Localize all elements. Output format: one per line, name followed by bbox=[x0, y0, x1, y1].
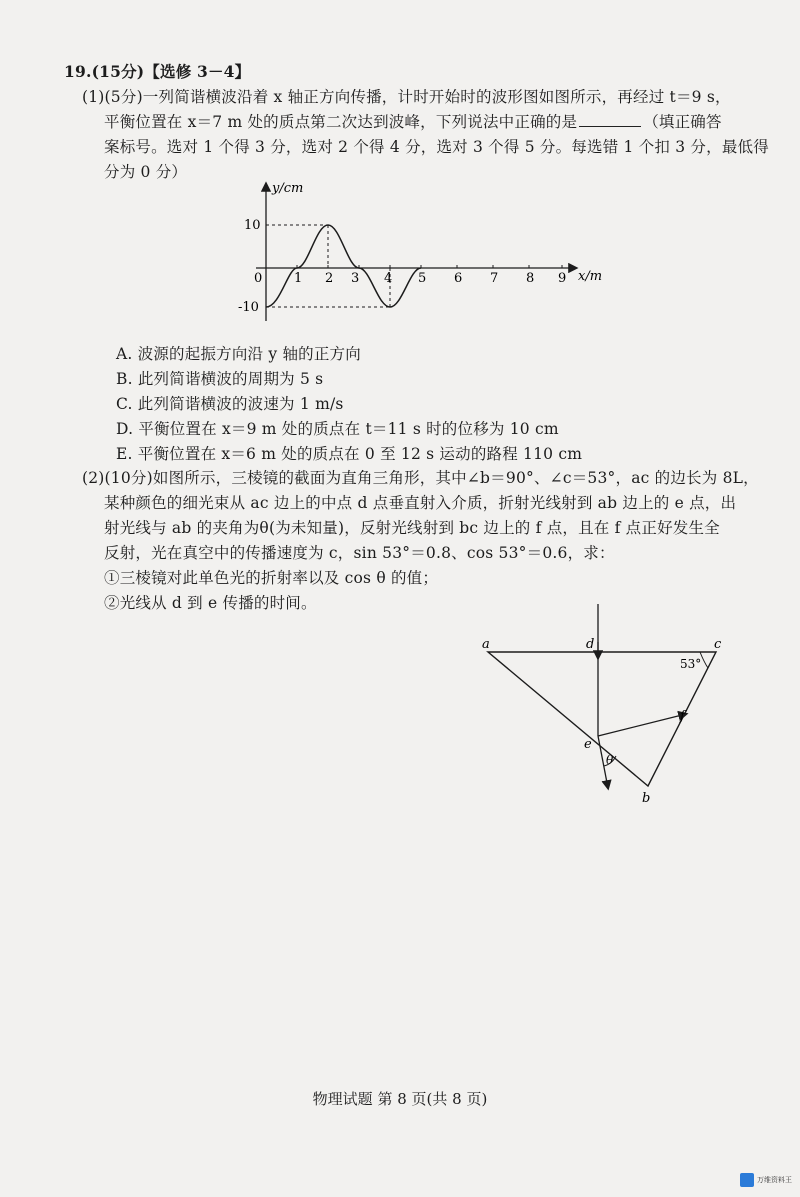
label-c: c bbox=[714, 637, 722, 652]
label-b: b bbox=[642, 791, 651, 806]
question-header: 19.(15分)【选修 3－4】 bbox=[64, 62, 251, 81]
part1-line-3: 案标号。选对 1 个得 3 分，选对 2 个得 4 分，选对 3 个得 5 分。每选错 1 个扣 3 分，最低得 bbox=[104, 138, 769, 156]
x-tick-9: 9 bbox=[558, 271, 567, 286]
y-axis-label: y/cm bbox=[272, 181, 304, 196]
reflected-ray bbox=[598, 714, 686, 736]
wave-graph bbox=[228, 176, 618, 326]
option-d: D. 平衡位置在 x＝9 m 处的质点在 t＝11 s 时的位移为 10 cm bbox=[116, 420, 559, 438]
answer-blank[interactable] bbox=[579, 112, 641, 127]
x-tick-2: 2 bbox=[325, 271, 334, 286]
y-tick-neg10: -10 bbox=[238, 300, 259, 315]
label-f: f bbox=[680, 709, 685, 724]
watermark bbox=[740, 1173, 792, 1187]
x-tick-3: 3 bbox=[351, 271, 360, 286]
part2-line-1: (2)(10分)如图所示，三棱镜的截面为直角三角形，其中∠b＝90°、∠c＝53°，ac 的边长为 8L， bbox=[82, 469, 759, 487]
origin-label: 0 bbox=[254, 271, 263, 286]
part2-item-2: ②光线从 d 到 e 传播的时间。 bbox=[104, 594, 317, 612]
option-e: E. 平衡位置在 x＝6 m 处的质点在 0 至 12 s 运动的路程 110 cm bbox=[116, 445, 583, 463]
y-tick-10: 10 bbox=[244, 218, 261, 233]
part1-line-2 bbox=[104, 110, 722, 132]
label-e: e bbox=[584, 737, 592, 752]
part1-line-4: 分为 0 分） bbox=[104, 163, 188, 181]
wave-curve bbox=[266, 225, 421, 307]
label-d: d bbox=[586, 637, 595, 652]
part2-item-1: ①三棱镜对此单色光的折射率以及 cos θ 的值； bbox=[104, 569, 439, 587]
x-tick-5: 5 bbox=[418, 271, 427, 286]
part2-line-4: 反射，光在真空中的传播速度为 c，sin 53°＝0.8、cos 53°＝0.6，求： bbox=[104, 544, 615, 562]
x-tick-4: 4 bbox=[384, 271, 393, 286]
option-b: B. 此列简谐横波的周期为 5 s bbox=[116, 370, 324, 388]
label-angle-c: 53° bbox=[680, 657, 702, 671]
watermark-logo-icon bbox=[740, 1173, 754, 1187]
x-tick-1: 1 bbox=[294, 271, 303, 286]
part1-line-1: (1)(5分)一列简谐横波沿着 x 轴正方向传播，计时开始时的波形图如图所示，再经过 t＝9 s， bbox=[82, 88, 731, 106]
x-tick-6: 6 bbox=[454, 271, 463, 286]
part2-line-2: 某种颜色的细光束从 ac 边上的中点 d 点垂直射入介质，折射光线射到 ab 边上的 e 点，出 bbox=[104, 494, 737, 512]
part1-line-2-text: 平衡位置在 x＝7 m 处的质点第二次达到波峰，下列说法中正确的是 bbox=[104, 113, 578, 131]
x-tick-8: 8 bbox=[526, 271, 535, 286]
x-axis-label: x/m bbox=[578, 269, 603, 284]
part1-line-2-tail: （填正确答 bbox=[643, 113, 722, 131]
label-a: a bbox=[482, 637, 490, 652]
label-theta: θ bbox=[606, 753, 614, 767]
x-ticks bbox=[294, 271, 566, 286]
watermark-text: 万维资料王 bbox=[757, 1176, 792, 1184]
page-footer: 物理试题 第 8 页(共 8 页) bbox=[312, 1090, 488, 1108]
prism-diagram bbox=[470, 596, 730, 816]
option-a: A. 波源的起振方向沿 y 轴的正方向 bbox=[116, 345, 361, 363]
part2-line-3: 射光线与 ab 的夹角为θ(为未知量)，反射光线射到 bc 边上的 f 点，且在 f 点正好发生全 bbox=[104, 519, 720, 537]
x-tick-7: 7 bbox=[490, 271, 499, 286]
option-c: C. 此列简谐横波的波速为 1 m/s bbox=[116, 395, 344, 413]
